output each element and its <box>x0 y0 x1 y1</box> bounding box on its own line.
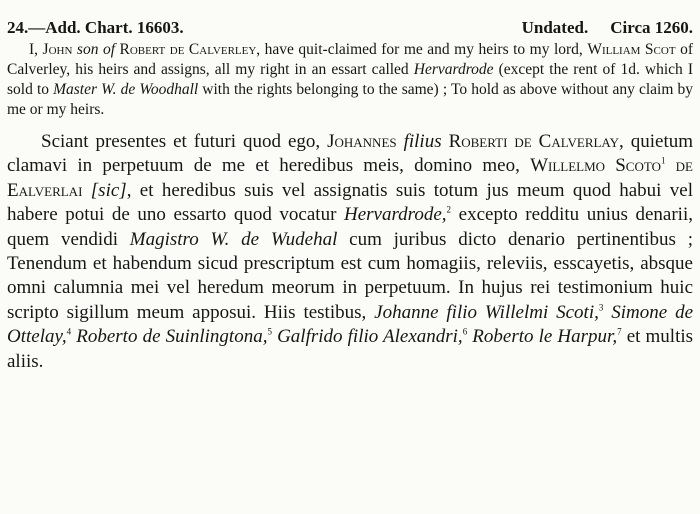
latin-text: excepto redditu unius denarii, quem vendidi <box>7 204 693 250</box>
summary-text: I, <box>29 41 43 58</box>
person-name: Johannes <box>327 131 397 152</box>
place-name: Hervardrode, <box>344 204 447 226</box>
person-name: Master W. de Woodhall <box>53 81 199 98</box>
latin-italic: filius <box>403 131 442 152</box>
latin-text: Sciant presentes et futuri quod ego, <box>41 131 328 152</box>
witness-name: Roberto le Harpur, <box>472 326 618 348</box>
latin-text: et multis aliis. <box>7 326 694 372</box>
footnote-ref: 4 <box>66 326 72 337</box>
date-circa: Circa 1260. <box>610 18 693 37</box>
latin-charter-text <box>7 130 693 374</box>
date-status: Undated. <box>521 18 589 37</box>
summary-italic: son of <box>72 41 120 58</box>
place-name: de Ealverlai <box>7 155 694 201</box>
entry-header <box>7 18 693 38</box>
document-page <box>7 18 693 374</box>
footnote-ref: 2 <box>446 204 452 215</box>
person-name: Willelmo Scoto <box>530 155 661 177</box>
latin-paragraph <box>7 130 693 374</box>
summary-text: of Calverley, his heirs and assigns, all my right in an essart called <box>7 41 693 78</box>
person-name: Robert de Calverley <box>119 41 257 58</box>
witness-name: Galfrido filio Alexandri, <box>277 326 463 348</box>
footnote-ref: 3 <box>598 302 604 313</box>
summary-text: (except the rent of 1d. which I sold to <box>7 61 693 98</box>
english-summary <box>7 40 693 120</box>
footnote-ref: 7 <box>617 326 622 337</box>
witness-name: Simone de Ottelay, <box>7 301 694 348</box>
person-name: John <box>42 41 73 58</box>
witness-name: Roberto de Suinlingtona, <box>76 326 268 348</box>
footnote-ref: 1 <box>660 156 666 167</box>
latin-text: cum juribus dicto denario pertinentibus ; Tenendum et habendum sicud prescriptum est cum homagiis, releviis, esscayetis, absque omni calumnia mei vel heredum meorum in perpetuum. In hujus rei testimonium huic scripto sigillum meum apposui. Hiis testibus, <box>7 228 693 323</box>
summary-text: with the rights belonging to the same) ; To hold as above without any claim by me or my heirs. <box>7 81 693 118</box>
place-name: Hervardrode <box>413 61 494 78</box>
witness-name: Johanne filio Willelmi Scoti, <box>374 301 599 323</box>
person-name: William Scot <box>587 41 676 58</box>
editorial-note: [sic] <box>90 179 127 201</box>
entry-number: 24.—Add. Chart. 16603. <box>7 18 184 37</box>
entry-date <box>522 18 693 38</box>
latin-text: , et heredibus suis vel assignatis suis totum jus meum quod habui vel habere potui de uno essarto quod vocatur <box>7 179 694 226</box>
person-name: Roberti de Calverlay <box>448 131 620 152</box>
footnote-ref: 5 <box>267 326 272 337</box>
summary-paragraph <box>7 40 693 120</box>
latin-text: , quietum clamavi in perpetuum de me et heredibus meis, domino meo, <box>7 131 694 177</box>
footnote-ref: 6 <box>462 326 468 337</box>
person-name: Magistro W. de Wudehal <box>129 228 338 250</box>
summary-text: , have quit-claimed for me and my heirs to my lord, <box>256 41 588 58</box>
